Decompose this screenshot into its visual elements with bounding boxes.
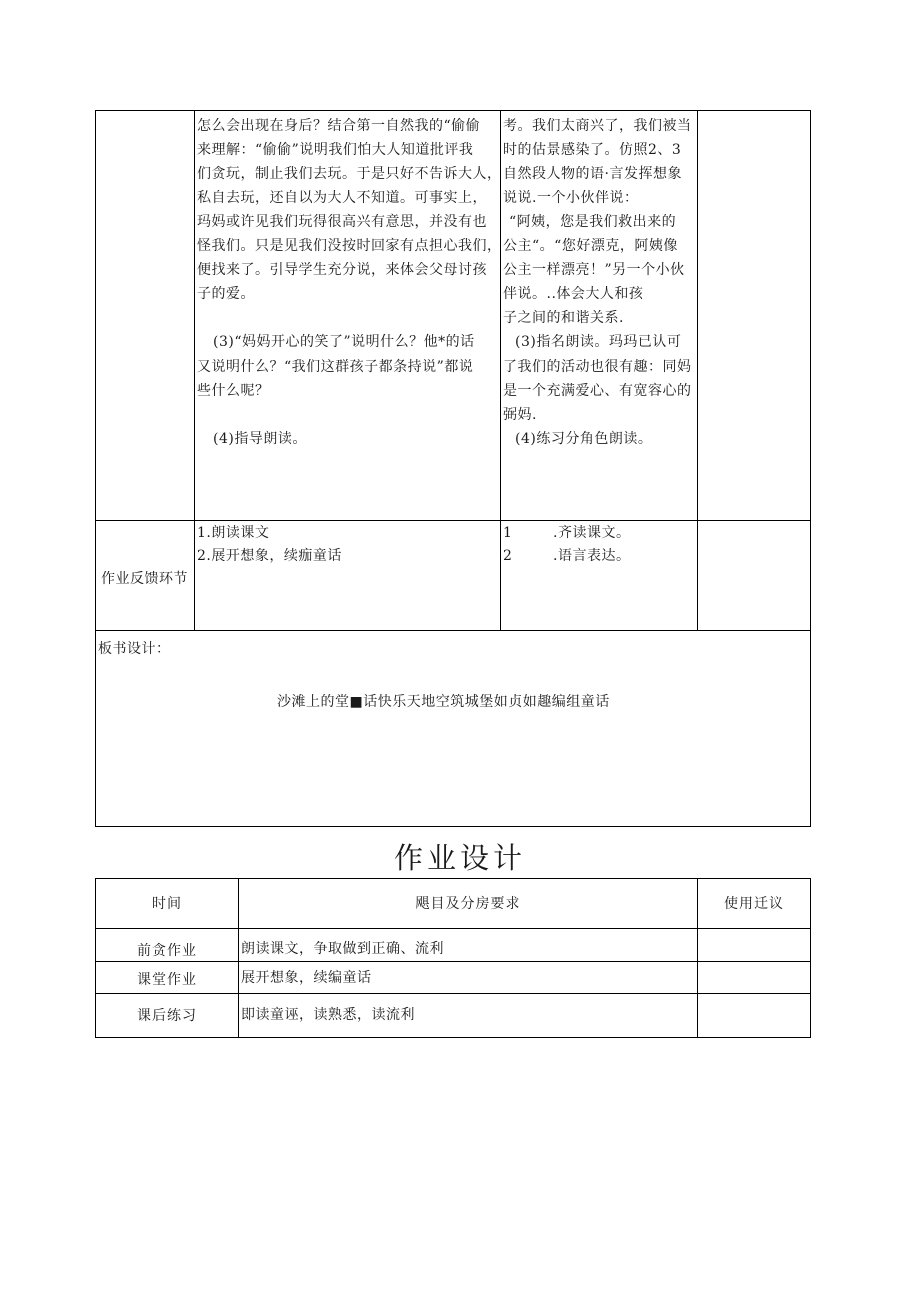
table-border-right bbox=[810, 110, 811, 827]
text-line: (3)“妈妈开心的笑了”说明什么？他*的话 bbox=[213, 334, 475, 350]
text-line: 子的爱。 bbox=[197, 286, 255, 302]
table-border-bottom bbox=[95, 826, 811, 827]
table-border-right bbox=[810, 878, 811, 1038]
table-border-left bbox=[95, 110, 96, 827]
row-task: 朗读课文，争取做到正确、流利 bbox=[241, 941, 444, 957]
board-design-content: 沙滩上的堂■话快乐天地空筑城堡如贞如趣编组童话 bbox=[277, 694, 610, 710]
text-line: “阿姨，您是我们救出来的 bbox=[509, 214, 677, 230]
table-divider bbox=[95, 928, 811, 929]
text-line: 自然段人物的语·言发挥想象 bbox=[503, 166, 682, 182]
student-homework-item: .齐读课文。 bbox=[553, 525, 631, 541]
text-line: 私自去玩，还自以为大人不知道。可事实上， bbox=[197, 190, 487, 206]
board-design-label: 板书设计： bbox=[98, 641, 171, 657]
table-border-top bbox=[95, 878, 811, 879]
text-line: 公主一样漂亮！”另一个小伙 bbox=[503, 262, 685, 278]
row-time: 课后练习 bbox=[137, 1008, 197, 1024]
text-line: (4)指导朗读。 bbox=[213, 431, 307, 447]
student-homework-num: 1 bbox=[503, 525, 513, 541]
row-time: 前贪作业 bbox=[137, 943, 197, 959]
text-line: 子之间的和谐关系. bbox=[503, 310, 624, 326]
text-line: 了我们的活动也很有趣：同妈 bbox=[503, 359, 692, 375]
text-line: 又说明什么？“我们这群孩子都条持说”都说 bbox=[197, 359, 474, 375]
text-line: 些什么呢？ bbox=[197, 383, 270, 399]
homework-feedback-label: 作业反馈环节 bbox=[101, 571, 188, 587]
column-divider bbox=[194, 110, 195, 631]
table-divider bbox=[95, 630, 811, 631]
text-line: 便找来了。引导学生充分说，来体会父母讨孩 bbox=[197, 262, 487, 278]
text-line: 公主“。“您好漂克，阿姨像 bbox=[503, 238, 678, 254]
text-line: (4)练习分角色朗读。 bbox=[515, 431, 653, 447]
column-divider bbox=[697, 110, 698, 631]
text-line: 伴说。..体会大人和孩 bbox=[503, 286, 644, 302]
text-line: 是一个充满爱心、有宽容心的 bbox=[503, 383, 692, 399]
row-task: 即读童诬，读熟悉，读流利 bbox=[241, 1007, 415, 1023]
row-task: 展开想象，续编童话 bbox=[241, 970, 372, 986]
header-time: 时间 bbox=[152, 896, 182, 912]
column-divider bbox=[500, 110, 501, 631]
teacher-homework-item: 1.朗读课文 bbox=[197, 525, 270, 541]
header-task: 飓目及分房要求 bbox=[415, 896, 521, 912]
teacher-homework-item: 2.展开想象，续痂童话 bbox=[197, 548, 342, 564]
text-line: 来理解：“偷偷”说明我们怕大人知道批评我 bbox=[197, 142, 474, 158]
text-line: 怪我们。只是见我们没按时回家有点担心我们， bbox=[197, 238, 502, 254]
text-line: 说说.一个小伙伴说： bbox=[503, 190, 639, 206]
text-line: 们贪玩，制止我们去玩。于是只好不告诉大人， bbox=[197, 166, 502, 182]
table-border-bottom bbox=[95, 1037, 811, 1038]
text-line: (3)指名朗读。玛玛已认可 bbox=[515, 334, 682, 350]
text-line: 玛妈或许见我们玩得很高兴有意思，并没有也 bbox=[197, 214, 487, 230]
text-line: 怎么会出现在身后？结合第一自然我的“偷偷 bbox=[197, 118, 481, 134]
row-time: 课堂作业 bbox=[137, 972, 197, 988]
table-border-top bbox=[95, 110, 811, 111]
homework-design-title: 作业设计 bbox=[393, 841, 526, 875]
header-advice: 使用迁议 bbox=[724, 896, 784, 912]
student-homework-item: .语言表达。 bbox=[553, 548, 631, 564]
table-divider bbox=[95, 993, 811, 994]
text-line: 考。我们太商兴了，我们被当 bbox=[503, 118, 692, 134]
table-divider bbox=[95, 961, 811, 962]
text-line: 弼妈. bbox=[503, 407, 537, 423]
student-homework-num: 2 bbox=[503, 548, 513, 564]
text-line: 时的估景感染了。仿照2、3 bbox=[503, 142, 682, 158]
